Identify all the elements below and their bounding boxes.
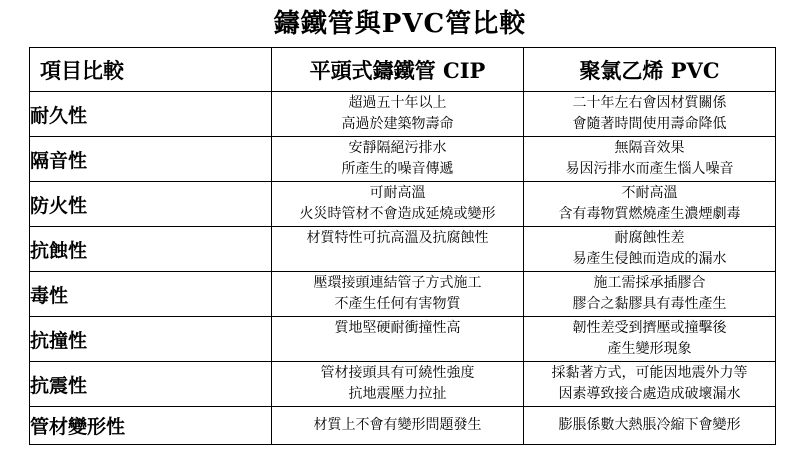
pvc-cell — [524, 317, 776, 362]
cip-line: 所產生的噪音傳遞 — [341, 161, 454, 177]
table-row — [30, 137, 776, 182]
pvc-line: 耐腐蝕性差 — [614, 230, 685, 246]
pvc-line: 易因污排水而產生惱人噪音 — [565, 161, 734, 177]
pvc-cell — [524, 92, 776, 137]
row-item-label: 防火性 — [30, 182, 272, 227]
cip-line: 超過五十年以上 — [348, 95, 447, 111]
table-row — [30, 92, 776, 137]
pvc-line: 因素導致接合處造成破壞漏水 — [558, 386, 741, 402]
cip-line: 可耐高溫 — [369, 185, 426, 201]
header-cip: 平頭式鑄鐵管 CIP — [272, 48, 524, 92]
pvc-line: 易產生侵蝕而造成的漏水 — [572, 251, 727, 267]
header-row — [30, 48, 776, 92]
cip-line: 安靜隔絕污排水 — [348, 140, 447, 156]
row-item-label: 抗撞性 — [30, 317, 272, 362]
cip-line: 火災時管材不會造成延燒或變形 — [299, 206, 496, 222]
cip-cell — [272, 92, 524, 137]
pvc-line: 不耐高溫 — [621, 185, 678, 201]
pvc-line: 會隨著時間使用壽命降低 — [572, 116, 727, 132]
pvc-cell — [524, 362, 776, 407]
table-row — [30, 182, 776, 227]
table-row — [30, 227, 776, 272]
cip-line: 不產生任何有害物質 — [334, 296, 461, 312]
cip-cell — [272, 227, 524, 272]
pvc-line: 膨脹係數大熱脹冷縮下會變形 — [558, 417, 741, 433]
pvc-cell — [524, 182, 776, 227]
row-item-label: 管材變形性 — [30, 407, 272, 445]
cip-line: 材質特性可抗高溫及抗腐蝕性 — [306, 230, 489, 246]
cip-line: 壓環接頭連結管子方式施工 — [313, 275, 482, 291]
pvc-line: 含有毒物質燃燒產生濃煙劇毒 — [558, 206, 741, 222]
row-item-label: 耐久性 — [30, 92, 272, 137]
page-title: 鑄鐵管與PVC管比較 — [273, 9, 527, 39]
cip-line: 抗地震壓力拉扯 — [348, 386, 447, 402]
cip-line: 高過於建築物壽命 — [341, 116, 454, 132]
pvc-line: 二十年左右會因材質關係 — [572, 95, 727, 111]
cip-cell — [272, 182, 524, 227]
cip-cell — [272, 272, 524, 317]
comparison-table — [29, 47, 776, 445]
cip-line: 材質上不會有變形問題發生 — [313, 417, 482, 433]
cip-cell — [272, 407, 524, 445]
cip-line-empty — [272, 339, 523, 360]
cip-line-empty — [272, 249, 523, 270]
pvc-line: 施工需採承插膠合 — [593, 275, 706, 291]
header-item: 項目比較 — [30, 48, 272, 92]
table-row — [30, 362, 776, 407]
cip-line: 管材接頭具有可繞性強度 — [320, 365, 475, 381]
pvc-cell — [524, 407, 776, 445]
table-header — [30, 48, 776, 92]
pvc-line: 產生變形現象 — [607, 341, 692, 357]
row-item-label: 抗蝕性 — [30, 227, 272, 272]
row-item-label: 隔音性 — [30, 137, 272, 182]
table-body — [30, 92, 776, 445]
table-row — [30, 407, 776, 445]
pvc-cell — [524, 137, 776, 182]
pvc-cell — [524, 272, 776, 317]
row-item-label: 毒性 — [30, 272, 272, 317]
row-item-label: 抗震性 — [30, 362, 272, 407]
cip-line: 質地堅硬耐衝撞性高 — [334, 320, 461, 336]
pvc-line: 膠合之黏膠具有毒性產生 — [572, 296, 727, 312]
header-pvc: 聚氯乙烯 PVC — [524, 48, 776, 92]
table-row — [30, 272, 776, 317]
cip-cell — [272, 317, 524, 362]
pvc-line: 韌性差受到擠壓或撞擊後 — [572, 320, 727, 336]
pvc-line: 無隔音效果 — [614, 140, 685, 156]
cip-cell — [272, 362, 524, 407]
table-row — [30, 317, 776, 362]
cip-cell — [272, 137, 524, 182]
pvc-line: 採黏著方式，可能因地震外力等 — [551, 365, 748, 381]
pvc-cell — [524, 227, 776, 272]
